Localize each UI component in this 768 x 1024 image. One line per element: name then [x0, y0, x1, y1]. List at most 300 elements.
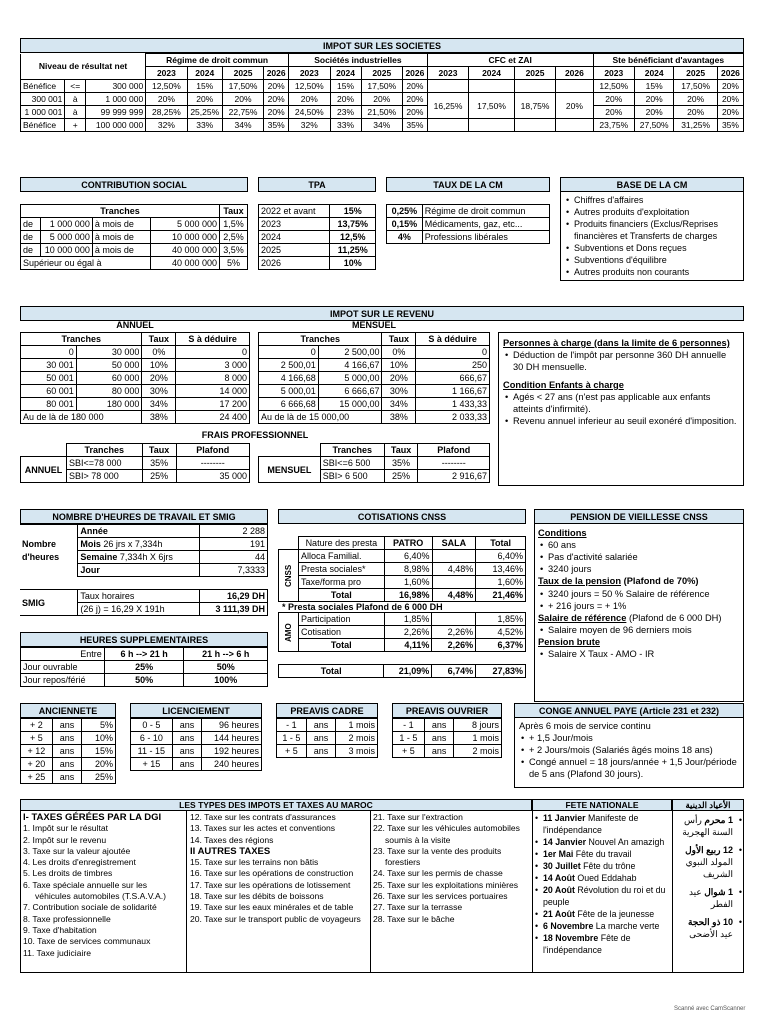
ir-m-deduct: 0	[416, 346, 490, 359]
anc-range: + 2	[21, 719, 53, 732]
fp-a-r1-taux: 35%	[142, 457, 176, 470]
fete-date: 18 Novembre	[543, 933, 599, 943]
cnss-total-table	[278, 664, 526, 678]
ir-m-rate: 38%	[382, 411, 416, 424]
bcm-item: • Subventions d'équilibre	[564, 254, 740, 266]
po-table	[392, 718, 502, 758]
cs-rate: 3,5%	[220, 244, 248, 257]
is-rate-si: 20%	[361, 93, 402, 106]
fete-desc: Révolution du roi et du peuple	[543, 885, 666, 907]
cnss-patro: 16,98%	[384, 589, 432, 602]
fete-item	[533, 932, 671, 956]
fete-date: 14 Août	[543, 873, 575, 883]
fete-item	[533, 884, 671, 908]
pv-pb-item: • Salaire X Taux - AMO - IR	[538, 648, 740, 660]
rel-date: 12 ربيع الأول	[685, 845, 733, 855]
pv-cond-item: • Pas d'activité salariée	[538, 551, 740, 563]
ir-m-deduct: 666,67	[416, 372, 490, 385]
tpa-year: 2026	[259, 257, 330, 270]
fete-item	[533, 920, 671, 932]
nh-r1-v: 191	[200, 538, 268, 551]
ir-a-to: 30 000	[76, 346, 142, 359]
pv-title: PENSION DE VIEILLESSE CNSS	[534, 509, 744, 524]
cnss-total: 13,46%	[476, 563, 526, 576]
cnss-total-l: Total	[279, 665, 384, 678]
fp-m-r2-tranche: SBI> 6 500	[320, 470, 384, 483]
is-rate-sa: 20%	[674, 106, 718, 119]
is-from: Bénéfice	[21, 80, 65, 93]
cp-item: • + 2 Jours/mois (Salariés âgés moins 18 ans)	[519, 744, 739, 756]
ir-m-deduct: 1 433,33	[416, 398, 490, 411]
is-year-header: 2023	[146, 67, 187, 80]
is-rate-si: 12,50%	[289, 80, 330, 93]
ir-a-rate: 20%	[142, 372, 176, 385]
nh-r2-l: Semaine	[80, 552, 118, 562]
ir-m-rate: 0%	[382, 346, 416, 359]
is-row	[21, 106, 744, 119]
ir-annuel-label: ANNUEL	[116, 320, 154, 330]
cnss-nature: Total	[298, 639, 384, 652]
is-rate-si: 35%	[403, 119, 428, 132]
fp-a-r1-plafond: --------	[176, 457, 249, 470]
pv-tp-item: • 3240 jours = 50 % Salaire de référence	[538, 588, 740, 600]
is-rate-sa: 20%	[717, 80, 743, 93]
is-regime-cfc: CFC et ZAI	[427, 54, 593, 67]
smig-r0-v: 16,29 DH	[200, 590, 268, 603]
is-year-header: 2026	[717, 67, 743, 80]
tax-item: 2. Impôt sur le revenu	[23, 834, 107, 845]
ir-m-h-deduire: S à déduire	[416, 333, 490, 346]
hs-table	[20, 647, 268, 687]
is-rate-cfc: 16,25%	[427, 93, 468, 119]
cnss-patro: 4,11%	[384, 639, 432, 652]
pac-title: Personnes à charge (dans la limite de 6 personnes)	[503, 338, 730, 348]
types-title: LES TYPES DES IMPOTS ET TAXES AU MAROC	[20, 799, 532, 811]
cp-title: CONGE ANNUEL PAYE (Article 231 et 232)	[514, 703, 744, 718]
is-rate-dc: 34%	[222, 119, 263, 132]
ir-a-rate: 30%	[142, 385, 176, 398]
anc-unit: ans	[52, 758, 82, 771]
nh-r3-v: 7,3333	[200, 564, 268, 577]
lic-range: 0 - 5	[131, 719, 173, 732]
is-rate-sa: 20%	[674, 93, 718, 106]
ir-a-rate: 38%	[142, 411, 176, 424]
is-rate-si: 20%	[289, 93, 330, 106]
nh-r1-d: 26 jrs x 7,334h	[100, 539, 163, 549]
is-year-header: 2023	[289, 67, 330, 80]
nh-r0-v: 2 288	[200, 525, 268, 538]
tpa-year: 2022 et avant	[259, 205, 330, 218]
fete-item	[533, 836, 671, 848]
fp-annuel-label: ANNUEL	[21, 457, 67, 483]
pc-value: 3 mois	[336, 745, 378, 758]
fp-mensuel-table	[258, 443, 490, 483]
anc-range: + 5	[21, 732, 53, 745]
nh-table	[20, 524, 268, 616]
is-year-header: 2025	[674, 67, 718, 80]
fp-a-h-taux: Taux	[142, 444, 176, 457]
nh-title: NOMBRE D'HEURES DE TRAVAIL ET SMIG	[20, 509, 268, 524]
pac-item: • Déduction de l'impôt par personne 360 DH annuelle 30 DH mensuelle.	[503, 349, 739, 373]
cm-rate: 0,15%	[387, 218, 423, 231]
ir-a-deduct: 3 000	[176, 359, 250, 372]
cp-section	[514, 703, 744, 788]
cnss-total-s: 6,74%	[432, 665, 476, 678]
cnss-sala: 4,48%	[432, 563, 476, 576]
is-rate-sa: 35%	[717, 119, 743, 132]
bcm-item: • Autres produits d'exploitation	[564, 206, 740, 218]
cnss-sala: 2,26%	[432, 626, 476, 639]
is-to: 100 000 000	[86, 119, 146, 132]
ir-m-to: 4 166,67	[318, 359, 382, 372]
tpa-rate: 11,25%	[330, 244, 376, 257]
po-title: PREAVIS OUVRIER	[392, 703, 502, 718]
cm-desc: Médicaments, gaz, etc...	[422, 218, 549, 231]
ir-a-from: 0	[21, 346, 77, 359]
is-niveau-header: Niveau de résultat net	[21, 54, 146, 80]
types-divider-2	[370, 811, 371, 973]
is-from: 300 001	[21, 93, 65, 106]
cs-to: 40 000 000	[150, 244, 220, 257]
is-cfc-blank	[427, 119, 468, 132]
anc-section	[20, 703, 116, 784]
po-range: - 1	[393, 719, 425, 732]
lic-unit: ans	[172, 732, 202, 745]
fp-m-r2-plafond: 2 916,67	[418, 470, 490, 483]
is-rate-dc: 32%	[146, 119, 187, 132]
hs-r0: Jour ouvrable	[21, 661, 105, 674]
po-value: 1 mois	[454, 732, 502, 745]
tax-item: 22. Taxe sur les véhicules automobiles soumis à la visite	[373, 823, 520, 845]
cnss-total: 4,52%	[476, 626, 526, 639]
po-unit: ans	[424, 719, 454, 732]
is-rate-dc: 12,50%	[146, 80, 187, 93]
ir-annuel-table	[20, 332, 250, 424]
types-divider-1	[186, 811, 187, 973]
ir-a-rate: 34%	[142, 398, 176, 411]
tax-item: 18. Taxe sur les débits de boissons	[190, 891, 324, 902]
is-year-header: 2024	[187, 67, 222, 80]
hs-r0-a: 25%	[104, 661, 184, 674]
is-year-header: 2024	[469, 67, 515, 80]
tax-item: 27. Taxe sur la terrasse	[373, 902, 463, 913]
cnss-patro: 8,98%	[384, 563, 432, 576]
pc-range: - 1	[277, 719, 307, 732]
ir-a-to: 50 000	[76, 359, 142, 372]
ir-a-rate: 10%	[142, 359, 176, 372]
fp-m-h-taux: Taux	[384, 444, 418, 457]
cs-h-tranches: Tranches	[21, 205, 220, 218]
pc-unit: ans	[306, 732, 336, 745]
lic-unit: ans	[172, 719, 202, 732]
pc-range: 1 - 5	[277, 732, 307, 745]
cm-section	[386, 177, 550, 244]
po-value: 2 mois	[454, 745, 502, 758]
fete-desc: La marche verte	[593, 921, 660, 931]
tpa-table	[258, 204, 376, 270]
pv-tp-title: Taux de la pension	[538, 576, 621, 587]
cnss-table	[278, 536, 526, 602]
cnss-h2: SALA	[432, 537, 476, 550]
rel-date: 1 محرم	[704, 815, 733, 825]
pv-pb-title: Pension brute	[538, 636, 600, 647]
lic-value: 240 heures	[202, 758, 262, 771]
is-rate-sa: 27,50%	[635, 119, 674, 132]
is-rate-dc: 20%	[264, 106, 289, 119]
is-cfc-blank	[427, 80, 468, 93]
cnss-h3: Total	[476, 537, 526, 550]
is-rate-sa: 20%	[635, 106, 674, 119]
tax-item: 13. Taxes sur les actes et conventions	[190, 823, 336, 834]
cnss-nature: Cotisation	[298, 626, 384, 639]
bcm-item: • Subventions et Dons reçues	[564, 242, 740, 254]
tpa-year: 2025	[259, 244, 330, 257]
is-regime-dc: Régime de droit commun	[146, 54, 289, 67]
cnss-total: 6,37%	[476, 639, 526, 652]
fete-item	[533, 848, 671, 860]
types-col3	[373, 812, 529, 925]
cs-table	[20, 204, 248, 270]
lic-range: 6 - 10	[131, 732, 173, 745]
tax-item: 19. Taxe sur les eaux minérales et de table	[190, 902, 354, 913]
is-to: 300 000	[86, 80, 146, 93]
fp-annuel-table	[20, 443, 250, 483]
is-year-header: 2026	[264, 67, 289, 80]
fp-mensuel-label: MENSUEL	[259, 457, 321, 483]
tax-item: 5. Les droits de timbres	[23, 868, 113, 879]
fp-a-r1-tranche: SBI<=78 000	[66, 457, 142, 470]
is-year-header: 2026	[556, 67, 593, 80]
pv-section	[534, 509, 744, 702]
fete-date: 20 Août	[543, 885, 575, 895]
fete-desc: Nouvel An amazigh	[586, 837, 665, 847]
ir-m-h-taux: Taux	[382, 333, 416, 346]
ir-m-from: 0	[259, 346, 319, 359]
is-rate-dc: 25,25%	[187, 106, 222, 119]
is-rate-si: 33%	[330, 119, 361, 132]
is-rate-si: 20%	[330, 93, 361, 106]
tax-item: 17. Taxe sur les opérations de lotissement	[190, 879, 351, 890]
ir-notes-box	[498, 332, 744, 486]
cnss-nature: Total	[298, 589, 384, 602]
cnss-h0: Nature des presta	[298, 537, 384, 550]
fp-a-r2-taux: 25%	[142, 470, 176, 483]
cnss-sala	[432, 550, 476, 563]
cp-item: • Congé annuel = 18 jours/année + 1,5 Jour/période de 5 ans (Plafond 30 jours).	[519, 756, 739, 780]
tax-item: 28. Taxe sur le bâche	[373, 913, 455, 924]
types-col1	[23, 812, 185, 959]
is-rate-sa: 31,25%	[674, 119, 718, 132]
ir-title: IMPOT SUR LE REVENU	[20, 306, 744, 321]
is-rate-dc: 28,25%	[146, 106, 187, 119]
cs-from: 1 000 000	[40, 218, 92, 231]
ir-a-from: 30 001	[21, 359, 77, 372]
cm-table	[386, 204, 550, 244]
lic-value: 96 heures	[202, 719, 262, 732]
is-op: <=	[65, 80, 86, 93]
is-cfc-blank	[514, 119, 555, 132]
pv-cond-item: • 3240 jours	[538, 563, 740, 575]
is-year-header: 2026	[403, 67, 428, 80]
rel-date: 10 ذو الحجة	[687, 917, 733, 927]
is-rate-si: 21,50%	[361, 106, 402, 119]
po-range: + 5	[393, 745, 425, 758]
cm-desc: Professions libérales	[422, 231, 549, 244]
anc-unit: ans	[52, 745, 82, 758]
fete-item	[533, 860, 671, 872]
is-rate-si: 20%	[403, 80, 428, 93]
lic-section	[130, 703, 262, 771]
is-rate-dc: 20%	[222, 93, 263, 106]
cs-h-taux: Taux	[220, 205, 248, 218]
pc-section	[276, 703, 378, 758]
hs-title: HEURES SUPPLEMENTAIRES	[20, 632, 268, 647]
rel-col	[673, 814, 743, 946]
tax-item: 25. Taxe sur les exploitations minières	[373, 879, 519, 890]
anc-unit: ans	[52, 771, 82, 784]
ir-a-to: 80 000	[76, 385, 142, 398]
ir-a-deduct: 14 000	[176, 385, 250, 398]
rel-item	[673, 916, 743, 940]
pv-sr-title: Salaire de référence	[538, 612, 627, 623]
cnss-patro: 6,40%	[384, 550, 432, 563]
is-rate-dc: 33%	[187, 119, 222, 132]
is-title: IMPOT SUR LES SOCIETES	[20, 38, 744, 53]
lic-range: 11 - 15	[131, 745, 173, 758]
is-rate-dc: 20%	[264, 93, 289, 106]
ir-m-to: 5 000,00	[318, 372, 382, 385]
fete-item	[533, 872, 671, 884]
fete-desc: Fête de l'indépendance	[543, 933, 631, 955]
is-op: à	[65, 106, 86, 119]
is-rate-dc: 20%	[146, 93, 187, 106]
cs-last-rate: 5%	[220, 257, 248, 270]
is-year-header: 2025	[514, 67, 555, 80]
pv-cond-item: • 60 ans	[538, 539, 740, 551]
fp-m-h-plafond: Plafond	[418, 444, 490, 457]
tpa-section	[258, 177, 376, 270]
bcm-item: • Produits financiers (Exclus/Reprises financières et Transferts de charges	[564, 218, 740, 242]
ir-a-h-deduire: S à déduire	[176, 333, 250, 346]
tax-item: 11. Taxe judiciaire	[23, 947, 91, 958]
fete-desc: Oued Eddahab	[574, 873, 637, 883]
fp-m-h-tranches: Tranches	[320, 444, 384, 457]
ir-m-from: 2 500,01	[259, 359, 319, 372]
fp-m-r1-taux: 35%	[384, 457, 418, 470]
lic-value: 192 heures	[202, 745, 262, 758]
fp-m-r2-taux: 25%	[384, 470, 418, 483]
ir-a-to: 180 000	[76, 398, 142, 411]
tax-item: 16. Taxe sur les opérations de construction	[190, 868, 354, 879]
hs-r1-a: 50%	[104, 674, 184, 687]
is-cfc-blank	[514, 80, 555, 93]
is-year-header: 2024	[635, 67, 674, 80]
ir-m-from: Au de là de 15 000,00	[259, 411, 382, 424]
ir-a-deduct: 8 000	[176, 372, 250, 385]
cs-de: de	[21, 244, 41, 257]
is-op: à	[65, 93, 86, 106]
fp-title: FRAIS PROFESSIONNEL	[201, 430, 309, 440]
cs-from: 10 000 000	[40, 244, 92, 257]
cnss-nature: Participation	[298, 613, 384, 626]
is-to: 99 999 999	[86, 106, 146, 119]
cs-title: CONTRIBUTION SOCIAL	[20, 177, 248, 192]
cs-amois: à mois de	[92, 231, 150, 244]
cs-section	[20, 177, 248, 270]
tax-item: 9. Taxe d'habitation	[23, 924, 97, 935]
ir-m-from: 4 166,68	[259, 372, 319, 385]
fete-desc: Manifeste de l'indépendance	[543, 813, 639, 835]
rel-item	[673, 844, 743, 880]
is-rate-dc: 35%	[264, 119, 289, 132]
is-rate-cfc: 17,50%	[469, 93, 515, 119]
smig-r1-v: 3 111,39 DH	[200, 603, 268, 616]
nh-section	[20, 509, 268, 616]
is-year-header: 2023	[427, 67, 468, 80]
po-unit: ans	[424, 745, 454, 758]
tax-item: 3. Taxe sur la valeur ajoutée	[23, 845, 131, 856]
ir-mensuel-table	[258, 332, 490, 424]
tax-item: 26. Taxe sur les services portuaires	[373, 891, 508, 902]
cnss-nature: Taxe/forma pro	[298, 576, 384, 589]
is-year-header: 2024	[330, 67, 361, 80]
ir-a-from: Au de là de 180 000	[21, 411, 142, 424]
cnss-total-t: 27,83%	[476, 665, 526, 678]
anc-range: + 12	[21, 745, 53, 758]
dgi-title: I- TAXES GÉRÉES PAR LA DGI	[23, 812, 162, 823]
cm-desc: Régime de droit commun	[422, 205, 549, 218]
cnss-patro: 2,26%	[384, 626, 432, 639]
pv-sr-note: (Plafond de 6 000 DH)	[628, 612, 722, 623]
cp-intro: Après 6 mois de service continu	[519, 721, 651, 731]
bcm-item: • Autres produits non courants	[564, 266, 740, 278]
is-rate-dc: 22,75%	[222, 106, 263, 119]
pc-unit: ans	[306, 745, 336, 758]
fete-date: 30 Juillet	[543, 861, 581, 871]
fete-date: 14 Janvier	[543, 837, 587, 847]
cnss-total: 1,85%	[476, 613, 526, 626]
is-rate-si: 32%	[289, 119, 330, 132]
nh-label: Nombre d'heures	[20, 525, 78, 577]
cs-amois: à mois de	[92, 244, 150, 257]
is-cfc-blank	[556, 80, 593, 93]
lic-range: + 15	[131, 758, 173, 771]
anc-value: 5%	[82, 719, 116, 732]
is-year-header: 2025	[222, 67, 263, 80]
cs-amois: à mois de	[92, 218, 150, 231]
cnss-vertical-label: CNSS	[279, 550, 299, 602]
is-rate-sa: 15%	[635, 80, 674, 93]
tax-item: 4. Les droits d'enregistrement	[23, 857, 136, 868]
is-section	[20, 38, 744, 132]
cs-to: 10 000 000	[150, 231, 220, 244]
tax-item: 14. Taxes des régions	[190, 834, 274, 845]
fp-a-r2-plafond: 35 000	[176, 470, 249, 483]
nh-r2-v: 44	[200, 551, 268, 564]
cs-rate: 1,5%	[220, 218, 248, 231]
anc-unit: ans	[52, 732, 82, 745]
rel-desc: عيد الفطر	[688, 887, 733, 909]
fp-a-r2-tranche: SBI> 78 000	[66, 470, 142, 483]
ir-m-from: 6 666,68	[259, 398, 319, 411]
rel-title: الأعياد الدينية	[672, 799, 744, 811]
is-row	[21, 119, 744, 132]
pc-table	[276, 718, 378, 758]
pc-title: PREAVIS CADRE	[276, 703, 378, 718]
is-regime-si: Sociétés industrielles	[289, 54, 428, 67]
ir-a-h-tranches: Tranches	[21, 333, 142, 346]
nh-r1-l: Mois	[80, 539, 101, 549]
